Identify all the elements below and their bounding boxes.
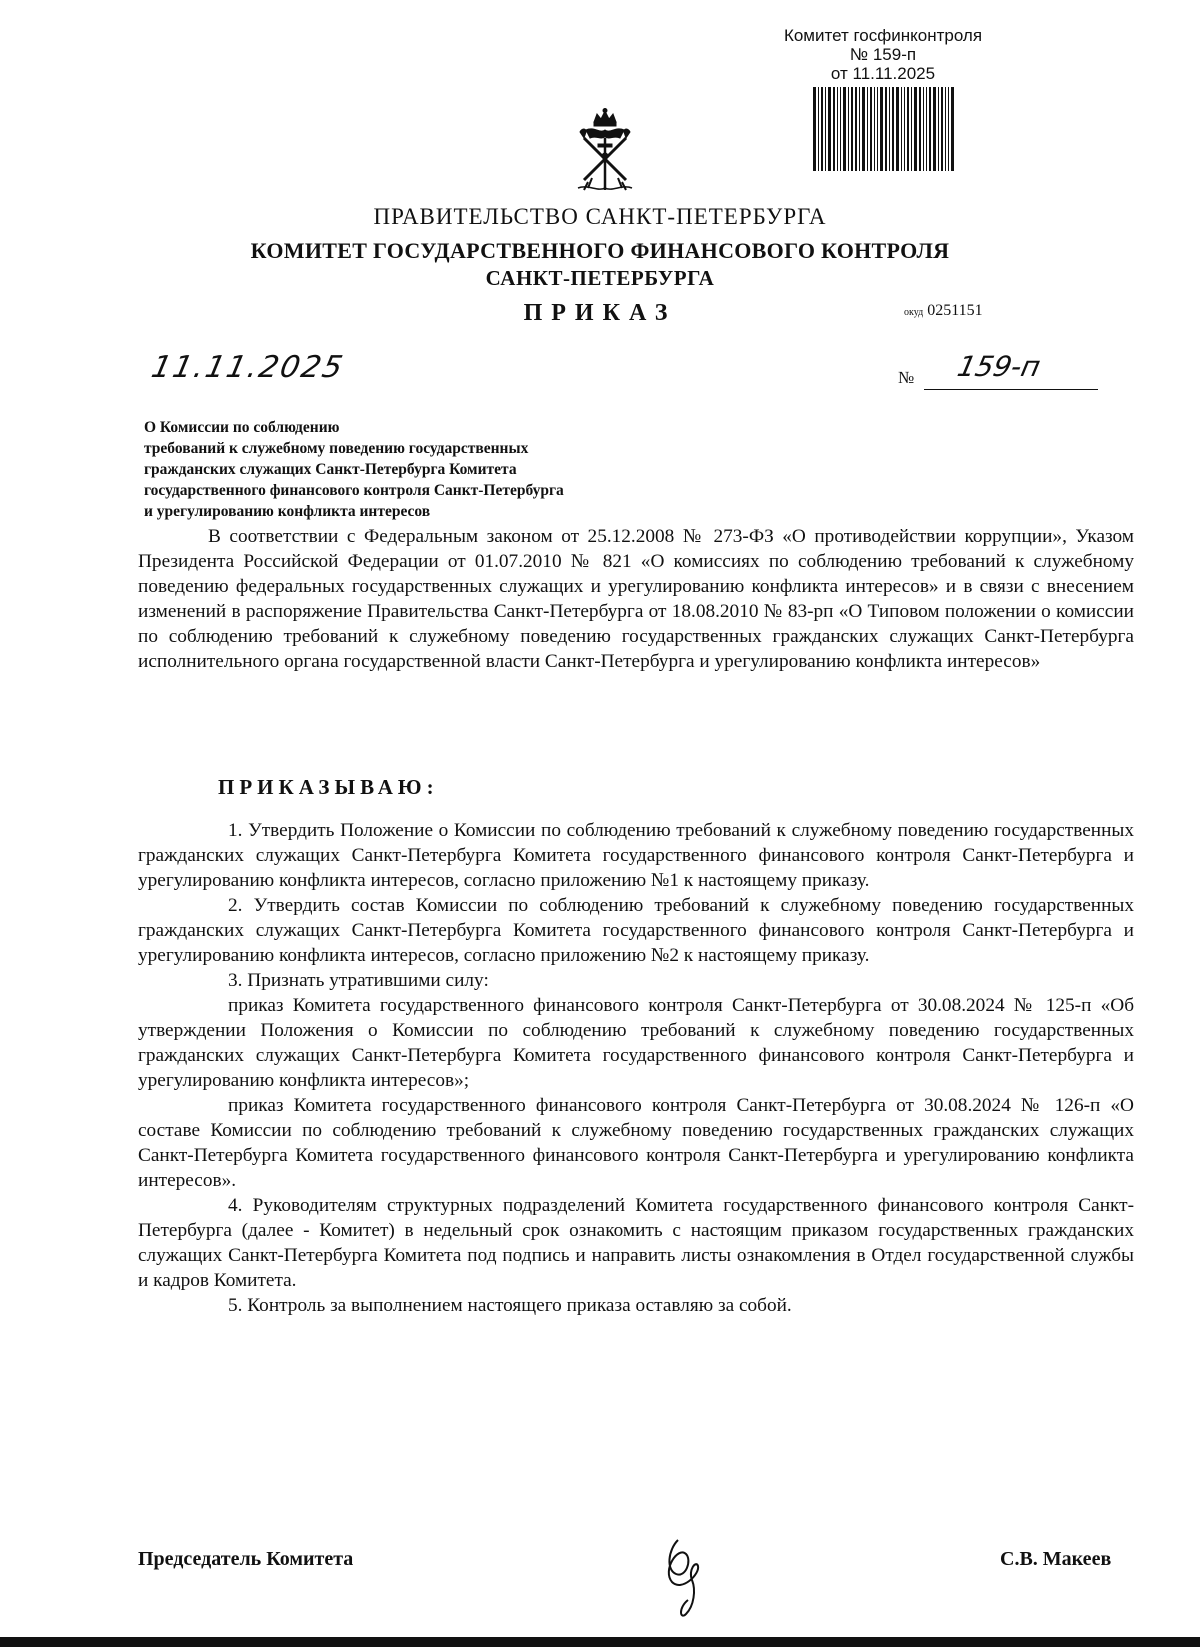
preamble: В соответствии с Федеральным законом от 25.12.2008 № 273-ФЗ «О противодействии коррупции», Указом Президента Российской Федерации от 01.07.2010 № 821 «О комиссиях по соблюдению требований к служебному поведению федеральных государственных служащих и урегулированию конфликта интересов» и в связи с внесением изменений в распоряжение Правительства Санкт-Петербурга от 18.08.2010 № 83-рп «О Типовом положении о комиссии по соблюдению требований к служебному поведению государственных гражданских служащих Санкт-Петербурга исполнительного органа государственной власти Санкт-Петербурга и урегулированию конфликта интересов» [138,526,1134,672]
barcode-bar [859,87,860,171]
subject-line: и урегулированию конфликта интересов [144,503,431,520]
okud-code: 0251151 [927,302,983,319]
barcode [772,87,994,171]
signatory-position: Председатель Комитета [138,1548,354,1570]
barcode-bar [885,87,887,171]
barcode-bar [926,87,927,171]
stamp-date: от 11.11.2025 [830,64,936,83]
barcode-bar [851,87,853,171]
order-number-label: № [898,368,915,387]
barcode-bar [914,87,917,171]
committee-name: КОМИТЕТ ГОСУДАРСТВЕННОГО ФИНАНСОВОГО КОНТРОЛЯ [250,238,950,263]
order-number-line [924,389,1098,390]
order-item-5: 5. Контроль за выполнением настоящего приказа оставляю за собой. [228,1295,792,1316]
order-item-3a: приказ Комитета государственного финансового контроля Санкт-Петербурга от 30.08.2024 № 125-п «Об утверждении Положения о Комиссии по соблюдению требований к служебному поведению государственных гражданских служащих Санкт-Петербурга Комитета государственного финансового контроля Санкт-Петербурга и урегулированию конфликта интересов»; [138,995,1134,1091]
order-item-2: 2. Утвердить состав Комиссии по соблюдению требований к служебному поведению государственных гражданских служащих Санкт-Петербурга Комитета государственного финансового контроля Санкт-Петербурга и урегулированию конфликта интересов, согласно приложению №2 к настоящему приказу. [138,895,1134,966]
order-item-3b: приказ Комитета государственного финансового контроля Санкт-Петербурга от 30.08.2024 № 126-п «О составе Комиссии по соблюдению требований к служебному поведению государственных гражданских служащих Санкт-Петербурга Комитета государственного финансового контроля Санкт-Петербурга и урегулированию конфликта интересов». [138,1095,1134,1191]
okud-label: окуд [904,307,924,318]
barcode-bar [929,87,931,171]
order-subject [144,417,744,522]
signature-icon [648,1530,728,1620]
barcode-bar [828,87,831,171]
coat-of-arms-icon [568,108,642,194]
government-name: ПРАВИТЕЛЬСТВО САНКТ-ПЕТЕРБУРГА [373,204,827,229]
order-date: 11.11.2025 [148,350,348,385]
order-number: 159-п [954,350,1044,383]
barcode-bar [843,87,846,171]
document-type: ПРИКАЗ [523,300,677,326]
barcode-bar [833,87,835,171]
barcode-bar [862,87,865,171]
barcode-bar [951,87,954,171]
stamp-committee: Комитет госфинконтроля [783,26,983,45]
barcode-bar [896,87,899,171]
barcode-bar [919,87,921,171]
committee-city: САНКТ-ПЕТЕРБУРГА [485,266,715,290]
barcode-bar [874,87,875,171]
barcode-bar [848,87,849,171]
barcode-bar [837,87,838,171]
barcode-bar [870,87,872,171]
barcode-bar [821,87,823,171]
order-item-4: 4. Руководителям структурных подразделений Комитета государственного финансового контроля Санкт-Петербурга (далее - Комитет) в недельный срок ознакомить с настоящим приказом государственных гражданских служащих Санкт-Петербурга Комитета под подпись и направить листы ознакомления в Отдел государственной службы и кадров Комитета. [138,1195,1134,1291]
subject-line: государственного финансового контроля Санкт-Петербурга [144,482,564,499]
order-item-1: 1. Утвердить Положение о Комиссии по соблюдению требований к служебному поведению государственных гражданских служащих Санкт-Петербурга Комитета государственного финансового контроля Санкт-Петербурга и урегулированию конфликта интересов, согласно приложению №1 к настоящему приказу. [138,820,1134,891]
subject-line: гражданских служащих Санкт-Петербурга Комитета [144,461,517,478]
registration-stamp [772,26,994,171]
barcode-bar [840,87,841,171]
barcode-bar [945,87,946,171]
barcode-bar [855,87,857,171]
order-items [138,818,1134,1318]
subject-line: О Комиссии по соблюдению [144,419,340,436]
barcode-bar [880,87,883,171]
barcode-bar [892,87,894,171]
barcode-bar [941,87,943,171]
order-item-3: 3. Признать утратившими силу: [228,970,489,991]
subject-line: требований к служебному поведению государственных [144,440,529,457]
barcode-bar [911,87,912,171]
barcode-bar [813,87,816,171]
barcode-bar [818,87,819,171]
signatory-name: С.В. Макеев [1000,1548,1112,1570]
barcode-bar [901,87,902,171]
barcode-bar [825,87,826,171]
preamble-block [138,524,1134,674]
barcode-bar [923,87,924,171]
barcode-bar [877,87,878,171]
okud-code-block [904,302,983,320]
barcode-bar [948,87,949,171]
stamp-number: № 159-п [849,45,917,64]
barcode-bar [867,87,868,171]
barcode-bar [904,87,905,171]
scan-edge [0,1637,1200,1647]
barcode-bar [938,87,939,171]
barcode-bar [889,87,890,171]
decree-heading: ПРИКАЗЫВАЮ: [218,775,439,799]
barcode-bar [933,87,936,171]
barcode-bar [907,87,909,171]
